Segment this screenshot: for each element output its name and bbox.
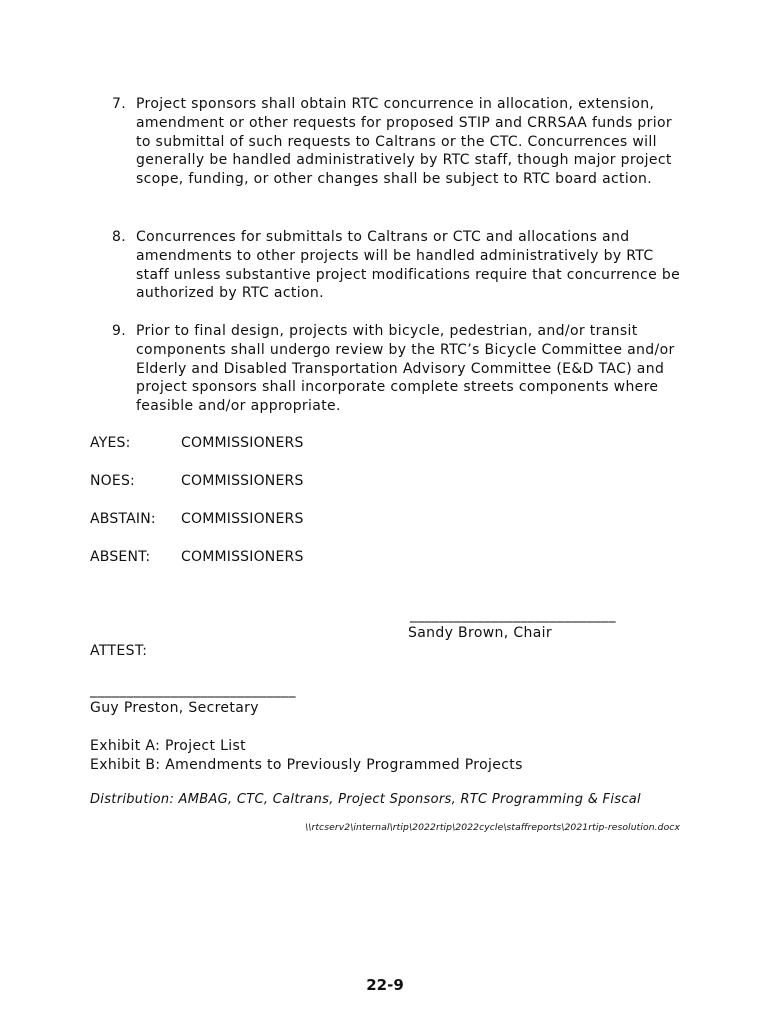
vote-value: COMMISSIONERS: [181, 511, 304, 527]
vote-ayes: [90, 435, 304, 451]
vote-label: NOES:: [90, 473, 135, 489]
exhibit-a: Exhibit A: Project List: [90, 738, 246, 754]
item-text: Concurrences for submittals to Caltrans or CTC and allocations and amendments to other projects will be handled administratively by RTC staff unless substantive project modifications require that concurrence be authorized by RTC action.: [136, 229, 681, 302]
file-path: \\rtcserv2\internal\rtip\2022rtip\2022cycle\staffreports\2021rtip-resolution.docx: [305, 822, 680, 833]
item-text: Prior to final design, projects with bicycle, pedestrian, and/or transit components shall undergo review by the RTC’s Bicycle Committee and/or Elderly and Disabled Transportation Advisory Committee (E&D TAC) and project sponsors shall incorporate complete streets components where feasible and/or appropriate.: [136, 323, 675, 415]
chair-signature-line: ____________________________: [410, 607, 616, 623]
vote-value: COMMISSIONERS: [181, 473, 304, 489]
item-number: 7.: [112, 96, 127, 112]
vote-label: ABSTAIN:: [90, 511, 156, 527]
secretary-name: Guy Preston, Secretary: [90, 700, 259, 716]
distribution-list: Distribution: AMBAG, CTC, Caltrans, Project Sponsors, RTC Programming & Fiscal: [90, 792, 641, 807]
vote-label: ABSENT:: [90, 549, 151, 565]
vote-value: COMMISSIONERS: [181, 549, 304, 565]
item-text: Project sponsors shall obtain RTC concurrence in allocation, extension, amendment or other requests for proposed STIP and CRRSAA funds prior to submittal of such requests to Caltrans or the CTC. Concurrences will generally be handled administratively by RTC staff, though major project scope, funding, or other changes shall be subject to RTC board action.: [136, 96, 673, 188]
vote-noes: [90, 473, 304, 489]
page-number: 22-9: [366, 976, 404, 994]
item-number: 9.: [112, 323, 127, 339]
item-number: 8.: [112, 229, 127, 245]
vote-abstain: [90, 511, 304, 527]
chair-name: Sandy Brown, Chair: [408, 625, 552, 641]
vote-label: AYES:: [90, 435, 131, 451]
exhibit-b: Exhibit B: Amendments to Previously Programmed Projects: [90, 757, 523, 773]
attest-label: ATTEST:: [90, 643, 148, 659]
secretary-signature-line: ____________________________: [90, 682, 296, 698]
vote-absent: [90, 549, 304, 565]
vote-value: COMMISSIONERS: [181, 435, 304, 451]
